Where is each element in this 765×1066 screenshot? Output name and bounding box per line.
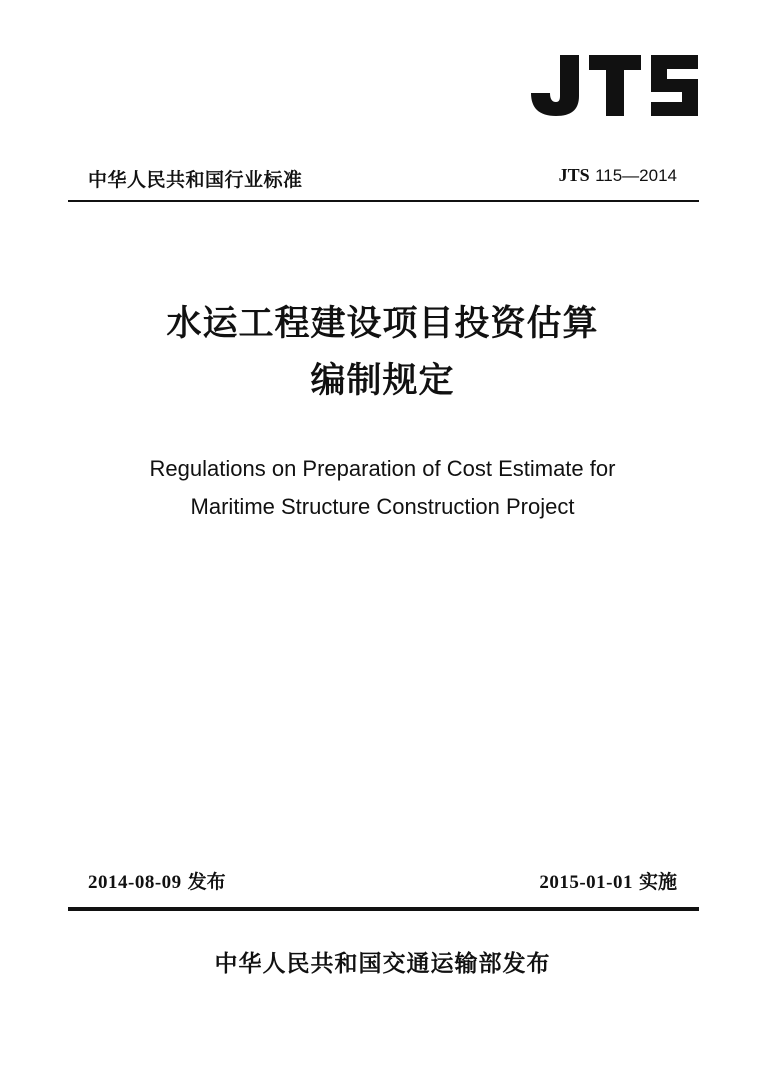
english-title-line-2: Maritime Structure Construction Project <box>190 494 575 519</box>
english-title-line-1: Regulations on Preparation of Cost Estimate for <box>149 456 616 481</box>
standard-code-prefix: JTS <box>558 165 590 185</box>
chinese-title-line-1: 水运工程建设项目投资估算 <box>166 303 599 344</box>
standard-code <box>559 165 677 186</box>
footer-divider <box>68 907 699 911</box>
effective-date <box>539 867 677 894</box>
issue-date-value: 2014-08-09 <box>88 872 182 893</box>
publisher-line: 中华人民共和国交通运输部发布 <box>214 951 551 977</box>
chinese-title-line-2: 编制规定 <box>310 360 455 401</box>
header-divider <box>68 200 699 202</box>
issue-date-label: 发布 <box>187 871 226 893</box>
effective-date-label: 实施 <box>638 871 677 893</box>
effective-date-value: 2015-01-01 <box>539 872 633 893</box>
standard-code-number: 115—2014 <box>595 166 677 185</box>
jts-logo <box>527 52 702 118</box>
standard-category: 中华人民共和国行业标准 <box>88 169 303 191</box>
issue-date <box>88 867 226 894</box>
